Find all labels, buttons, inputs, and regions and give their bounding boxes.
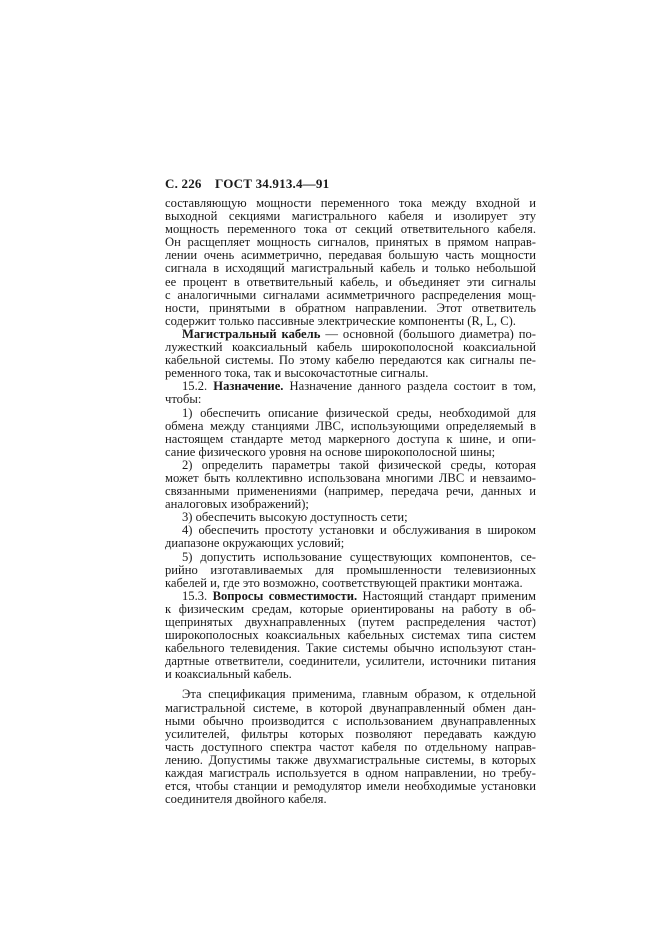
text-line: и коаксиальный кабель.	[165, 668, 292, 682]
text-line: широкополосных коаксиальных кабельных системах типа систем	[165, 629, 536, 643]
text-line: 5) допустить использование существующих компонентов, се-	[182, 550, 536, 564]
paragraph-spacer	[165, 681, 536, 688]
purpose-list	[165, 407, 536, 590]
text-line: кабельного телевидения. Такие системы обычно используют стан-	[165, 642, 536, 656]
text-line: с аналогичными сигналами асимметричного распределения мощ-	[165, 288, 536, 302]
text-line: сание физического уровня на основе широкополосной шины;	[165, 445, 496, 459]
text-line: Эта спецификация применима, главным образом, к отдельной	[182, 688, 536, 702]
text-line: кабельной системы. По этому кабелю передаются как сигналы пе-	[165, 354, 536, 368]
text-line: содержит только пассивные электрические компоненты (R, L, C).	[165, 314, 516, 328]
section-title: Вопросы совместимости.	[212, 589, 358, 603]
text-line	[165, 328, 536, 341]
text-line: к физическим средам, которые ориентированы на работу в об-	[165, 602, 536, 616]
text-line: составляющую мощности переменного тока между входной и	[165, 197, 536, 210]
text-line: ременного тока, так и высокочастотные сигналы.	[165, 367, 429, 381]
text-line: чтобы:	[165, 393, 202, 407]
list-item	[165, 551, 536, 590]
text-run: — основной (большого диаметра) по-	[320, 327, 536, 341]
text-line: ности, принятыми в обратном направлении. Этот ответвитель	[165, 301, 536, 315]
text-line: магистральной системе, в которой двунаправленный обмен дан-	[165, 701, 536, 715]
section-15-3	[165, 590, 536, 682]
term-trunk-cable: Магистральный кабель	[182, 327, 321, 341]
text-line: рийно изготавливаемых для промышленности телевизионных	[165, 563, 536, 577]
text-line: 3) обеспечить высокую доступность сети;	[182, 511, 408, 525]
text-line	[165, 590, 536, 603]
text-line: ее процент в ответвительный кабель, и объединяет эти сигналы	[165, 275, 536, 289]
list-item	[165, 459, 536, 511]
text-line: дартные ответвители, соединители, усилители, источники питания	[165, 655, 536, 669]
text-line: кабелей и, где это возможно, соответствующей практики монтажа.	[165, 576, 523, 590]
text-line: 2) определить параметры такой физической среды, которая	[182, 458, 536, 472]
section-number: 15.2.	[182, 380, 208, 394]
text-line: каждая магистраль используется в одном направлении, но требу-	[165, 767, 536, 781]
text-line: ными обычно производится с использованием двунаправленных	[165, 714, 536, 728]
list-item	[165, 407, 536, 459]
text-line: 4) обеспечить простоту установки и обслуживания в широком	[182, 524, 536, 538]
text-line: сигнала в исходящий магистральный кабель и только небольшой	[165, 262, 536, 276]
document-body	[165, 197, 536, 806]
text-line: часть доступного спектра частот кабеля по отдельному направ-	[165, 740, 536, 754]
text-line: диапазоне окружающих условий;	[165, 537, 345, 551]
text-line: лении очень асимметрично, передавая большую часть мощности	[165, 249, 536, 263]
page-header	[165, 176, 329, 192]
text-run: Назначение данного раздела состоит в том,	[283, 380, 536, 394]
section-number: 15.3.	[182, 589, 208, 603]
text-line: соединителя двойного кабеля.	[165, 793, 327, 807]
list-item	[165, 511, 536, 524]
text-line: Он расщепляет мощность сигналов, принятых в прямом направ-	[165, 236, 536, 250]
paragraph-tap-description	[165, 197, 536, 328]
page-number: С. 226	[165, 176, 202, 191]
text-line: усилителей, фильтры которых позволяют передавать каждую	[165, 727, 536, 741]
paragraph-trunk-cable	[165, 328, 536, 380]
list-item	[165, 524, 536, 550]
paragraph-applicability	[165, 688, 536, 806]
text-line: лужесткий коаксиальный кабель широкополосной коаксиальной	[165, 341, 536, 355]
text-line: щепринятых двухнаправленных (путем распределения частот)	[165, 616, 536, 629]
text-line: обмена между станциями ЛВС, использующими определяемый в	[165, 419, 536, 433]
text-line: связанными применениями (например, передача речи, данных и	[165, 485, 536, 499]
text-line: может быть коллективно использована многими ЛВС и невзаимо-	[165, 471, 536, 485]
text-line: выходной секциями магистрального кабеля и изолирует эту	[165, 210, 536, 224]
text-line: лению. Допустимы также двухмагистральные системы, в которых	[165, 753, 536, 767]
standard-code: ГОСТ 34.913.4—91	[215, 176, 330, 191]
text-line: 1) обеспечить описание физической среды, необходимой для	[182, 406, 536, 420]
text-line: настоящем стандарте метод маркерного доступа к шине, и опи-	[165, 432, 536, 446]
text-run: Настоящий стандарт применим	[357, 589, 536, 603]
section-title: Назначение.	[213, 380, 284, 394]
section-15-2	[165, 380, 536, 406]
text-line: мощность переменного тока от секций ответвительного кабеля.	[165, 223, 536, 237]
text-line: ется, чтобы станции и ремодулятор имели необходимые установки	[165, 780, 536, 794]
text-line: аналоговых изображений);	[165, 498, 309, 512]
text-line	[165, 380, 536, 393]
